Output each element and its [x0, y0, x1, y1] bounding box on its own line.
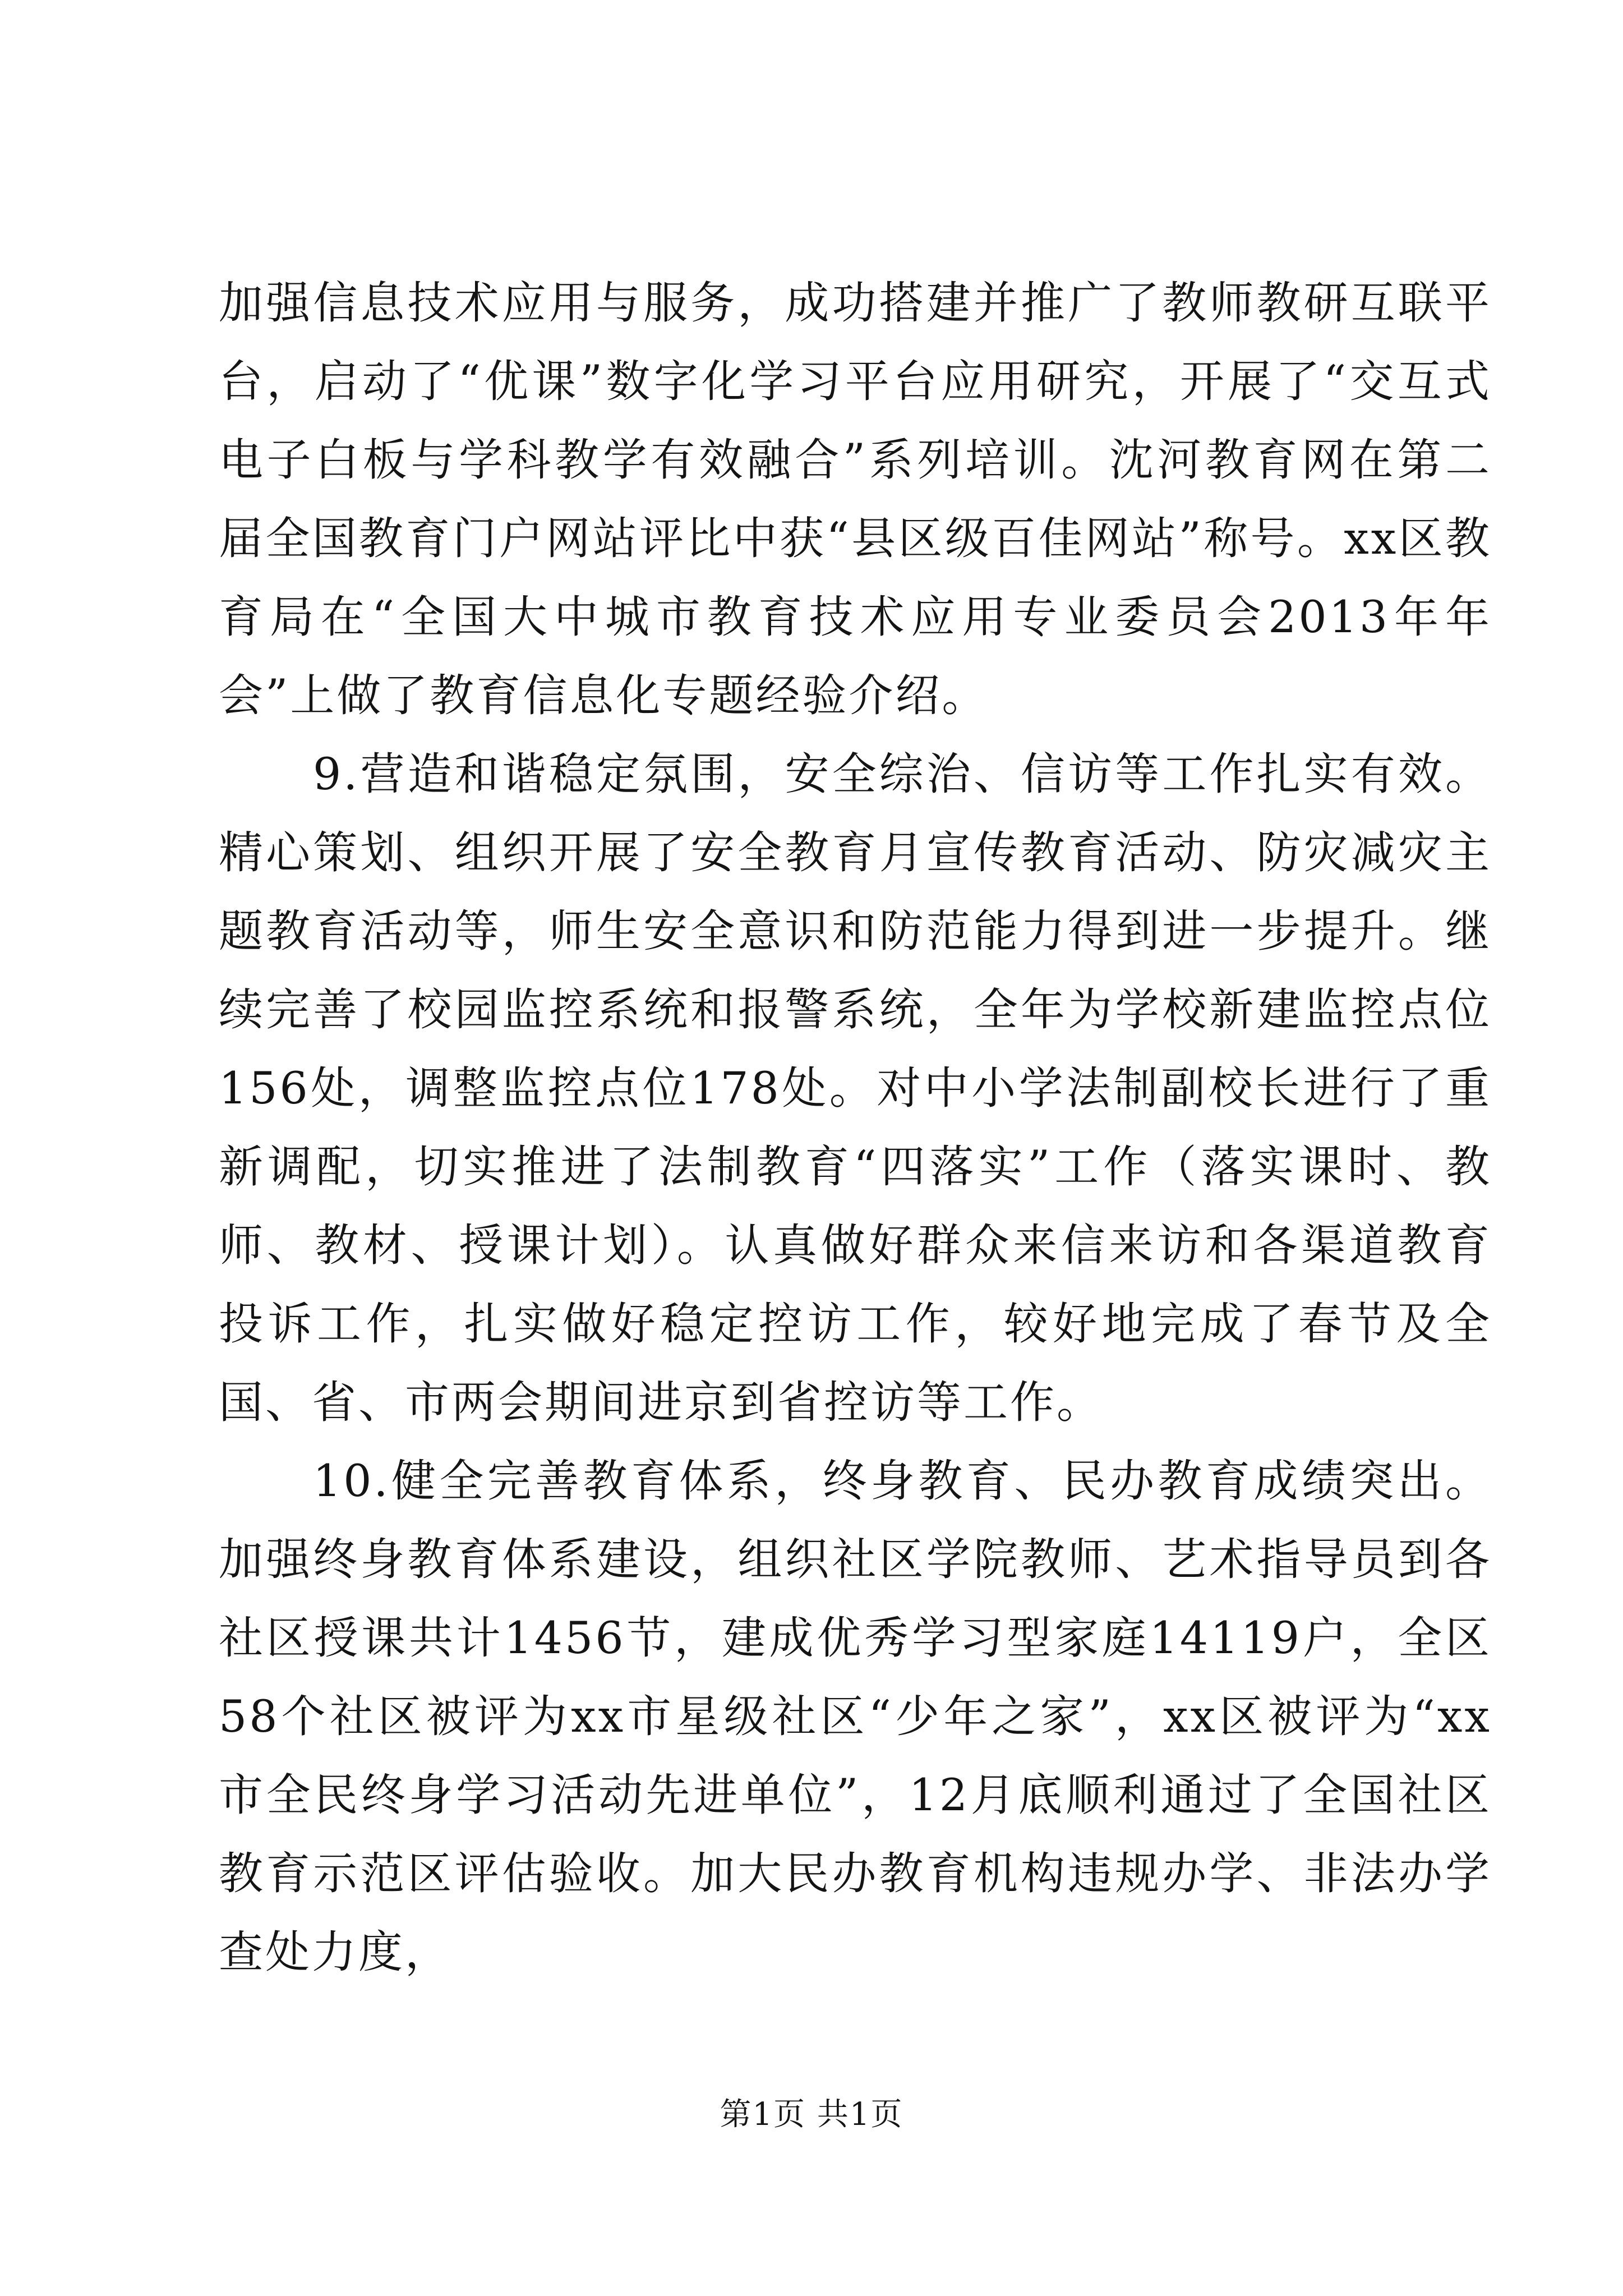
- paragraph-info-tech: 加强信息技术应用与服务，成功搭建并推广了教师教研互联平台，启动了“优课”数字化学习平台应用研究，开展了“交互式电子白板与学科教学有效融合”系列培训。沈河教育网在第二届全国教育门户网站评比中获“县区级百佳网站”称号。xx区教育局在“全国大中城市教育技术应用专业委员会2013年年会”上做了教育信息化专题经验介绍。: [219, 277, 1492, 721]
- paragraph-safety-stability: 9.营造和谐稳定氛围，安全综治、信访等工作扎实有效。精心策划、组织开展了安全教育月宣传教育活动、防灾减灾主题教育活动等，师生安全意识和防范能力得到进一步提升。继续完善了校园监控系统和报警系统，全年为学校新建监控点位156处，调整监控点位178处。对中小学法制副校长进行了重新调配，切实推进了法制教育“四落实”工作（落实课时、教师、教材、授课计划）。认真做好群众来信来访和各渠道教育投诉工作，扎实做好稳定控访工作，较好地完成了春节及全国、省、市两会期间进京到省控访等工作。: [219, 748, 1492, 1428]
- paragraph-lifelong-education: 10.健全完善教育体系，终身教育、民办教育成绩突出。加强终身教育体系建设，组织社区学院教师、艺术指导员到各社区授课共计1456节，建成优秀学习型家庭14119户，全区58个社区被评为xx市星级社区“少年之家”，xx区被评为“xx市全民终身学习活动先进单位”，12月底顺利通过了全国社区教育示范区评估验收。加大民办教育机构违规办学、非法办学查处力度，: [219, 1455, 1492, 1978]
- document-body: [219, 264, 1492, 1991]
- page-footer: 第1页 共1页: [720, 2096, 903, 2133]
